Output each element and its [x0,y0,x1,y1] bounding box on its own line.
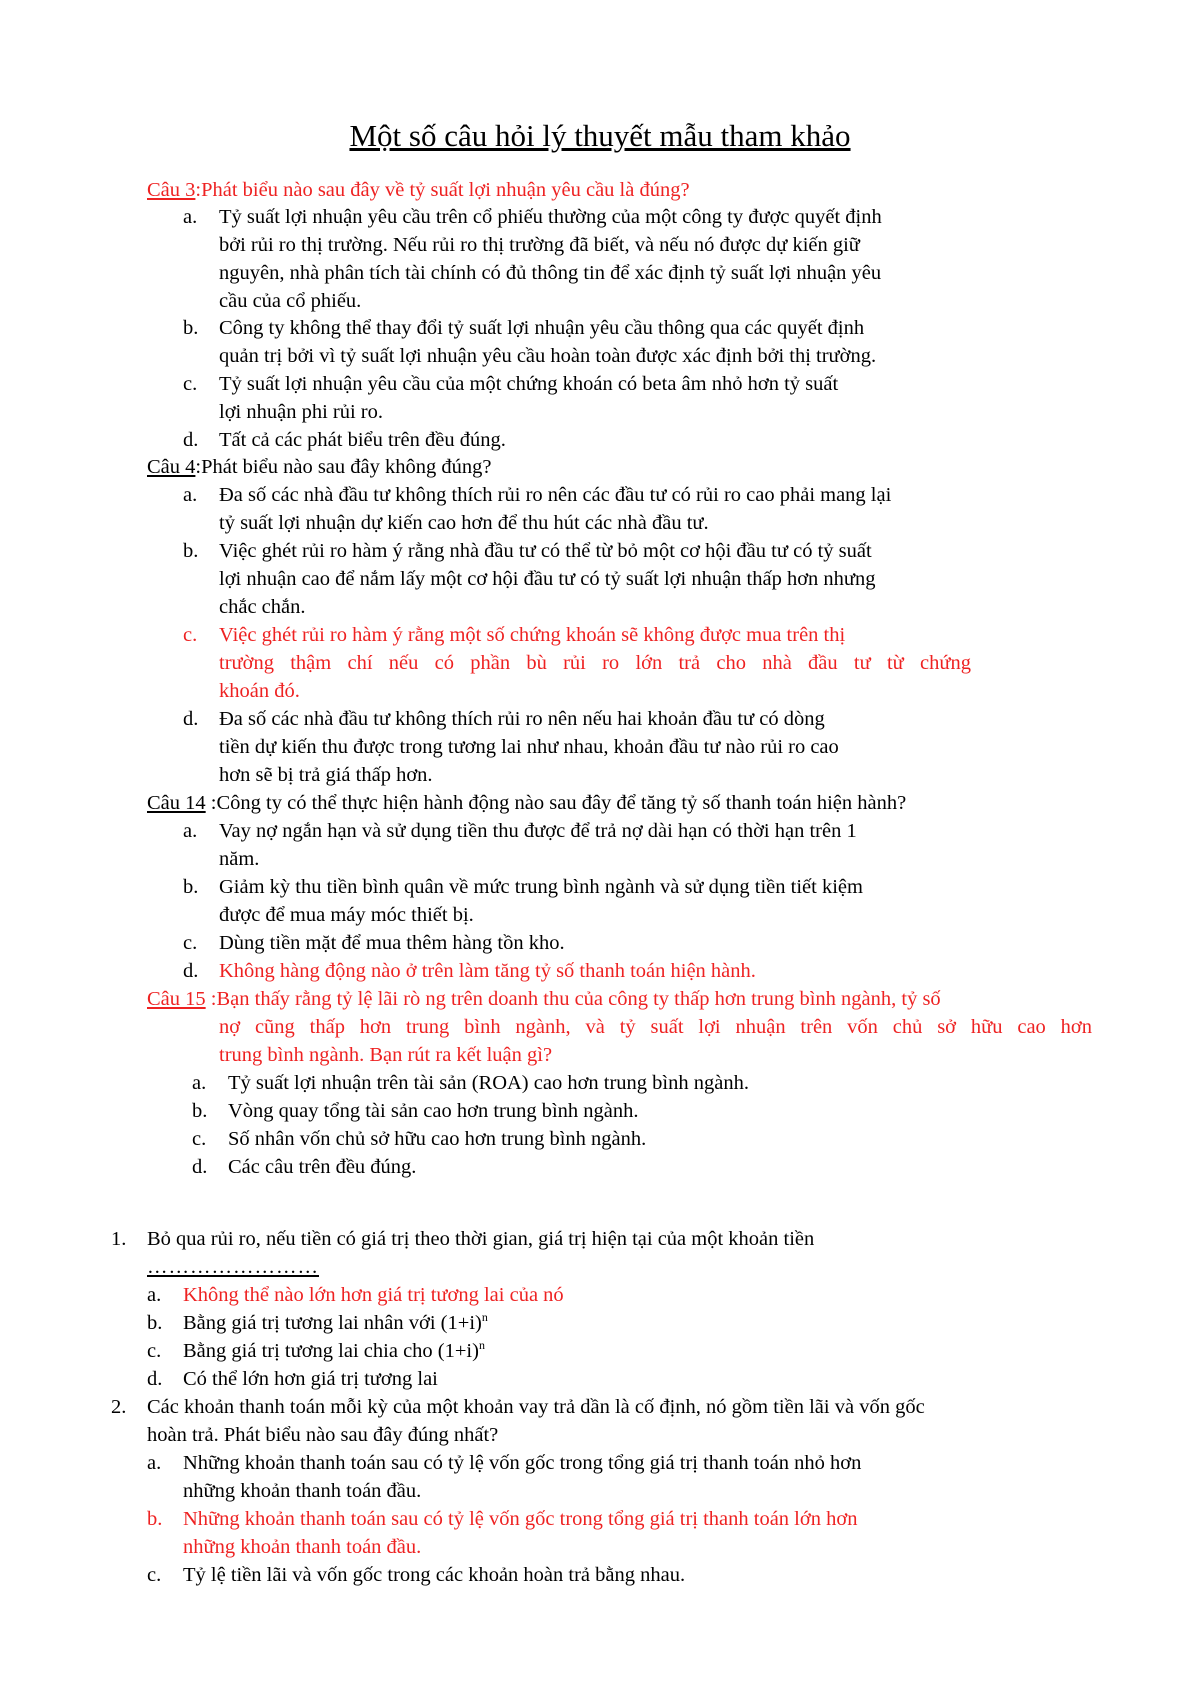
n1-d-line: Có thể lớn hơn giá trị tương lai [183,1368,438,1390]
q4-a-label: a. [183,484,198,506]
n2-stem: Các khoản thanh toán mỗi kỳ của một khoản vay trả dần là cố định, nó gồm tiền lãi và vốn gốc [147,1396,925,1418]
n1-c-line [183,1337,485,1365]
question-15-text: trung bình ngành. Bạn rút ra kết luận gì? [219,1044,553,1066]
q3-a-line: bởi rủi ro thị trường. Nếu rủi ro thị trường đã biết, và nếu nó được dự kiến giữ [219,234,860,256]
q4-b-line: Việc ghét rủi ro hàm ý rằng nhà đầu tư có thể từ bỏ một cơ hội đầu tư có tỷ suất [219,540,872,562]
n2-b-line: Những khoản thanh toán sau có tỷ lệ vốn gốc trong tổng giá trị thanh toán lớn hơn [183,1508,858,1530]
n1-c-text: Bằng giá trị tương lai chia cho (1+i) [183,1340,479,1362]
question-3-stem [147,176,690,204]
q4-c-line: Việc ghét rủi ro hàm ý rằng một số chứng khoán sẽ không được mua trên thị [219,624,846,646]
n1-b-exponent: n [481,1310,488,1325]
q4-a-line: Đa số các nhà đầu tư không thích rủi ro nên các đầu tư có rủi ro cao phải mang lại [219,484,892,506]
q15-a-label: a. [192,1072,207,1094]
q4-b-label: b. [183,540,199,562]
q4-c-line: trường thậm chí nếu có phần bù rủi ro lớn trả cho nhà đầu tư từ chứng [219,652,971,674]
n1-d-label: d. [147,1368,163,1390]
q4-b-line: lợi nhuận cao để nắm lấy một cơ hội đầu tư có tỷ suất lợi nhuận thấp hơn nhưng [219,568,876,590]
q3-c-line: lợi nhuận phi rủi ro. [219,401,383,423]
question-4-number: Câu 4 [147,456,196,478]
n1-c-exponent: n [478,1338,485,1353]
q4-d-line: Đa số các nhà đầu tư không thích rủi ro nên nếu hai khoản đầu tư có dòng [219,708,825,730]
n1-number: 1. [111,1228,127,1250]
q14-a-line: năm. [219,848,260,870]
q3-b-label: b. [183,317,199,339]
q14-c-label: c. [183,932,198,954]
n1-a-label: a. [147,1284,162,1306]
q14-d-line: Không hàng động nào ở trên làm tăng tỷ số thanh toán hiện hành. [219,960,756,982]
q14-a-label: a. [183,820,198,842]
q3-a-label: a. [183,206,198,228]
q3-a-line: nguyên, nhà phân tích tài chính có đủ thông tin để xác định tỷ suất lợi nhuận yêu [219,262,882,284]
q3-b-line: quản trị bởi vì tỷ suất lợi nhuận yêu cầu hoàn toàn được xác định bởi thị trường. [219,345,877,367]
q15-c-line: Số nhân vốn chủ sở hữu cao hơn trung bình ngành. [228,1128,647,1150]
page-title: Một số câu hỏi lý thuyết mẫu tham khảo [349,118,851,153]
q3-a-line: cầu của cổ phiếu. [219,290,362,312]
q3-d-line: Tất cả các phát biểu trên đều đúng. [219,429,506,451]
question-14-number: Câu 14 [147,792,206,814]
question-3-text: :Phát biểu nào sau đây về tỷ suất lợi nhuận yêu cầu là đúng? [195,179,690,201]
q4-c-line: khoán đó. [219,680,300,702]
question-15-number: Câu 15 [147,988,206,1010]
q4-d-line: hơn sẽ bị trả giá thấp hơn. [219,764,433,786]
n2-a-line: những khoản thanh toán đầu. [183,1480,422,1502]
q14-b-label: b. [183,876,199,898]
q14-c-line: Dùng tiền mặt để mua thêm hàng tồn kho. [219,932,565,954]
n1-b-label: b. [147,1312,163,1334]
q15-d-label: d. [192,1156,208,1178]
q4-d-label: d. [183,708,199,730]
n2-b-line: những khoản thanh toán đầu. [183,1536,422,1558]
n1-a-line: Không thể nào lớn hơn giá trị tương lai của nó [183,1284,564,1306]
question-15-stem [147,985,941,1013]
question-15-text: nợ cũng thấp hơn trung bình ngành, và tỷ suất lợi nhuận trên vốn chủ sở hữu cao hơn [219,1016,1092,1038]
q14-b-line: Giảm kỳ thu tiền bình quân về mức trung bình ngành và sử dụng tiền tiết kiệm [219,876,863,898]
n2-a-line: Những khoản thanh toán sau có tỷ lệ vốn gốc trong tổng giá trị thanh toán nhỏ hơn [183,1452,862,1474]
q4-a-line: tỷ suất lợi nhuận dự kiến cao hơn để thu hút các nhà đầu tư. [219,512,709,534]
n1-b-text: Bằng giá trị tương lai nhân với (1+i) [183,1312,482,1334]
q14-d-label: d. [183,960,199,982]
n2-b-label: b. [147,1508,163,1530]
n1-stem: Bỏ qua rủi ro, nếu tiền có giá trị theo thời gian, giá trị hiện tại của một khoản tiền [147,1228,815,1250]
q14-b-line: được để mua máy móc thiết bị. [219,904,474,926]
q15-b-label: b. [192,1100,208,1122]
q15-a-line: Tỷ suất lợi nhuận trên tài sản (ROA) cao hơn trung bình ngành. [228,1072,749,1094]
question-3-number: Câu 3 [147,179,196,201]
question-4-text: :Phát biểu nào sau đây không đúng? [195,456,492,478]
n2-number: 2. [111,1396,127,1418]
q4-c-label: c. [183,624,198,646]
q3-b-line: Công ty không thể thay đổi tỷ suất lợi nhuận yêu cầu thông qua các quyết định [219,317,865,339]
n2-stem: hoàn trả. Phát biểu nào sau đây đúng nhất? [147,1424,499,1446]
q3-c-label: c. [183,373,198,395]
n2-c-label: c. [147,1564,162,1586]
q4-d-line: tiền dự kiến thu được trong tương lai như nhau, khoản đầu tư nào rủi ro cao [219,736,839,758]
question-14-stem [147,789,906,817]
question-4-stem [147,453,491,481]
q15-b-line: Vòng quay tổng tài sản cao hơn trung bình ngành. [228,1100,639,1122]
q15-c-label: c. [192,1128,207,1150]
n1-c-label: c. [147,1340,162,1362]
question-15-text: :Bạn thấy rằng tỷ lệ lãi rò ng trên doanh thu của công ty thấp hơn trung bình ngành, tỷ số [205,988,941,1010]
n1-blank: …………………… [147,1256,319,1278]
n2-c-line: Tỷ lệ tiền lãi và vốn gốc trong các khoản hoàn trả bằng nhau. [183,1564,686,1586]
q3-c-line: Tỷ suất lợi nhuận yêu cầu của một chứng khoán có beta âm nhỏ hơn tỷ suất [219,373,839,395]
n1-b-line [183,1309,488,1337]
q15-d-line: Các câu trên đều đúng. [228,1156,417,1178]
q4-b-line: chắc chắn. [219,596,306,618]
q3-d-label: d. [183,429,199,451]
n2-a-label: a. [147,1452,162,1474]
q14-a-line: Vay nợ ngắn hạn và sử dụng tiền thu được để trả nợ dài hạn có thời hạn trên 1 [219,820,857,842]
q3-a-line: Tỷ suất lợi nhuận yêu cầu trên cổ phiếu thường của một công ty được quyết định [219,206,882,228]
question-14-text: :Công ty có thể thực hiện hành động nào sau đây để tăng tỷ số thanh toán hiện hành? [205,792,907,814]
